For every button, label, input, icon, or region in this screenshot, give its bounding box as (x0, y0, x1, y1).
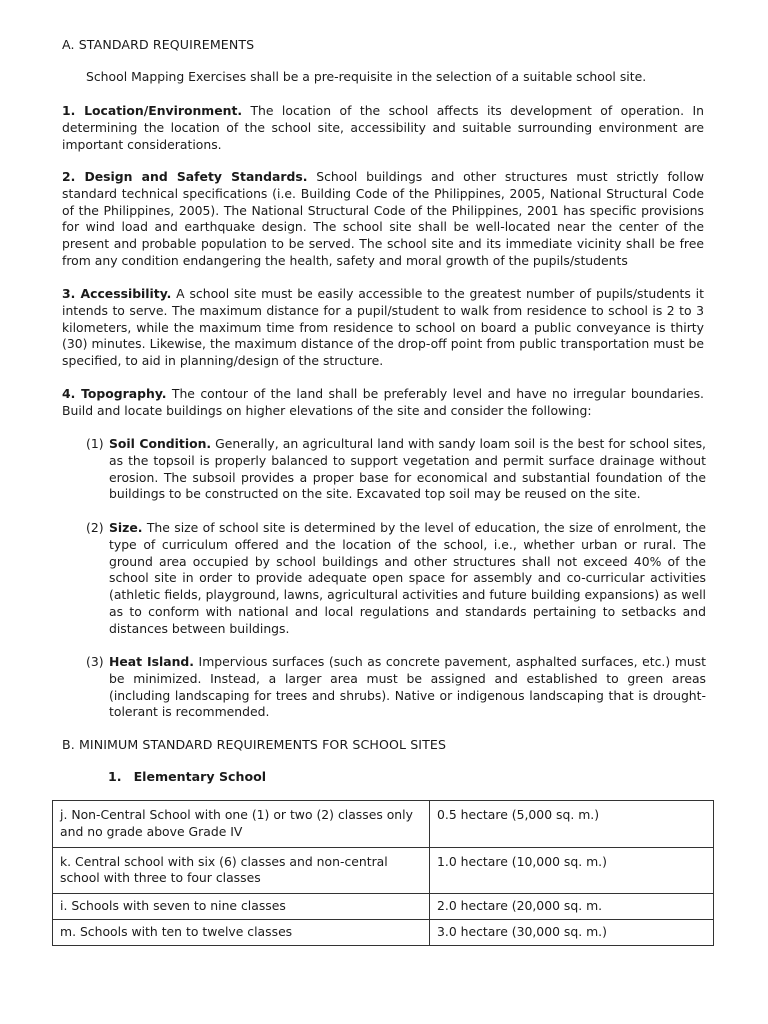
soil-condition-text: Generally, an agricultural land with sandy loam soil is the best for school sites, as the topsoil is properly balanced to support vegetation and permit surface drainage without erosion. The subsoil provides a proper base for economical and substantial foundation of the buildings to be constructed on the site. Excavated top soil may be reused on the site. (109, 436, 706, 502)
site-requirements-table (52, 800, 714, 946)
location-paragraph (62, 103, 704, 153)
heat-island-text: Impervious surfaces (such as concrete pavement, asphalted surfaces, etc.) must be minimized. Instead, a larger area must be assigned and established to green areas (including landscaping for trees and shrubs). Native or indigenous landscaping that is drought- tolerant is recommended. (109, 654, 706, 720)
section-a-heading: A. STANDARD REQUIREMENTS (62, 37, 255, 52)
size-number: (2) (86, 520, 104, 535)
soil-condition-paragraph (109, 436, 706, 503)
accessibility-title: 3. Accessibility. (62, 286, 172, 301)
section-b-heading: B. MINIMUM STANDARD REQUIREMENTS FOR SCHOOL SITES (62, 737, 447, 752)
size-item (86, 520, 706, 638)
design-paragraph (62, 169, 704, 270)
soil-condition-title: Soil Condition. (109, 436, 212, 451)
table-row (53, 801, 714, 848)
table-row (53, 847, 714, 894)
size-paragraph (109, 520, 706, 638)
school-type-cell: i. Schools with seven to nine classes (53, 894, 430, 920)
topography-text: The contour of the land shall be preferably level and have no irregular boundaries. Build and locate buildings on higher elevations of the site and consider the following: (62, 386, 704, 418)
heat-island-paragraph (109, 654, 706, 721)
elementary-school-heading (108, 769, 266, 786)
elementary-school-number: 1. (108, 769, 122, 784)
topography-paragraph (62, 386, 704, 420)
design-title: 2. Design and Safety Standards. (62, 169, 308, 184)
accessibility-text: A school site must be easily accessible to the greatest number of pupils/students it intends to serve. The maximum distance for a pupil/student to walk from residence to school is 2 to 3 kilometers, while the maximum time from residence to school on board a public conveyance is thirty (30) minutes. Likewise, the maximum distance of the drop-off point from public transportation must be specified, to aid in planning/design of the structure. (62, 286, 704, 369)
elementary-school-title: Elementary School (133, 769, 267, 784)
school-type-cell: k. Central school with six (6) classes and non-central school with three to four classes (53, 847, 430, 894)
school-type-cell: m. Schools with ten to twelve classes (53, 919, 430, 945)
school-type-cell: j. Non-Central School with one (1) or two (2) classes only and no grade above Grade IV (53, 801, 430, 848)
accessibility-paragraph (62, 286, 704, 370)
section-a-intro: School Mapping Exercises shall be a pre-requisite in the selection of a suitable school site. (86, 69, 647, 84)
size-text: The size of school site is determined by the level of education, the size of enrolment, the type of curriculum offered and the location of the school, i.e., whether urban or rural. The ground area occupied by school buildings and other structures shall not exceed 40% of the school site in order to provide adequate open space for assembly and co-curricular activities (athletic fields, playground, lawns, agricultural activities and future building expansions) as well as to conform with national and local regulations and standards pertaining to setbacks and distances between buildings. (109, 520, 706, 636)
site-area-cell: 3.0 hectare (30,000 sq. m.) (430, 919, 714, 945)
table-row (53, 894, 714, 920)
site-area-cell: 2.0 hectare (20,000 sq. m. (430, 894, 714, 920)
heat-island-item (86, 654, 706, 721)
heat-island-number: (3) (86, 654, 104, 669)
site-area-cell: 0.5 hectare (5,000 sq. m.) (430, 801, 714, 848)
location-text: The location of the school affects its development of operation. In determining the location of the school site, accessibility and suitable surrounding environment are important considerations. (62, 103, 704, 152)
heat-island-title: Heat Island. (109, 654, 194, 669)
table-row (53, 919, 714, 945)
topography-title: 4. Topography. (62, 386, 167, 401)
soil-condition-item (86, 436, 706, 503)
location-title: 1. Location/Environment. (62, 103, 243, 118)
design-text: School buildings and other structures must strictly follow standard technical specifications (i.e. Building Code of the Philippines, 2005, National Structural Code of the Philippines, 2005). The National Structural Code of the Philippines, 2001 has specific provisions for wind load and earthquake design. The school site shall be well-located near the center of the present and probable population to be served. The school site and its immediate vicinity shall be free from any condition endangering the health, safety and moral growth of the pupils/students (62, 169, 704, 268)
soil-condition-number: (1) (86, 436, 104, 451)
size-title: Size. (109, 520, 143, 535)
site-area-cell: 1.0 hectare (10,000 sq. m.) (430, 847, 714, 894)
